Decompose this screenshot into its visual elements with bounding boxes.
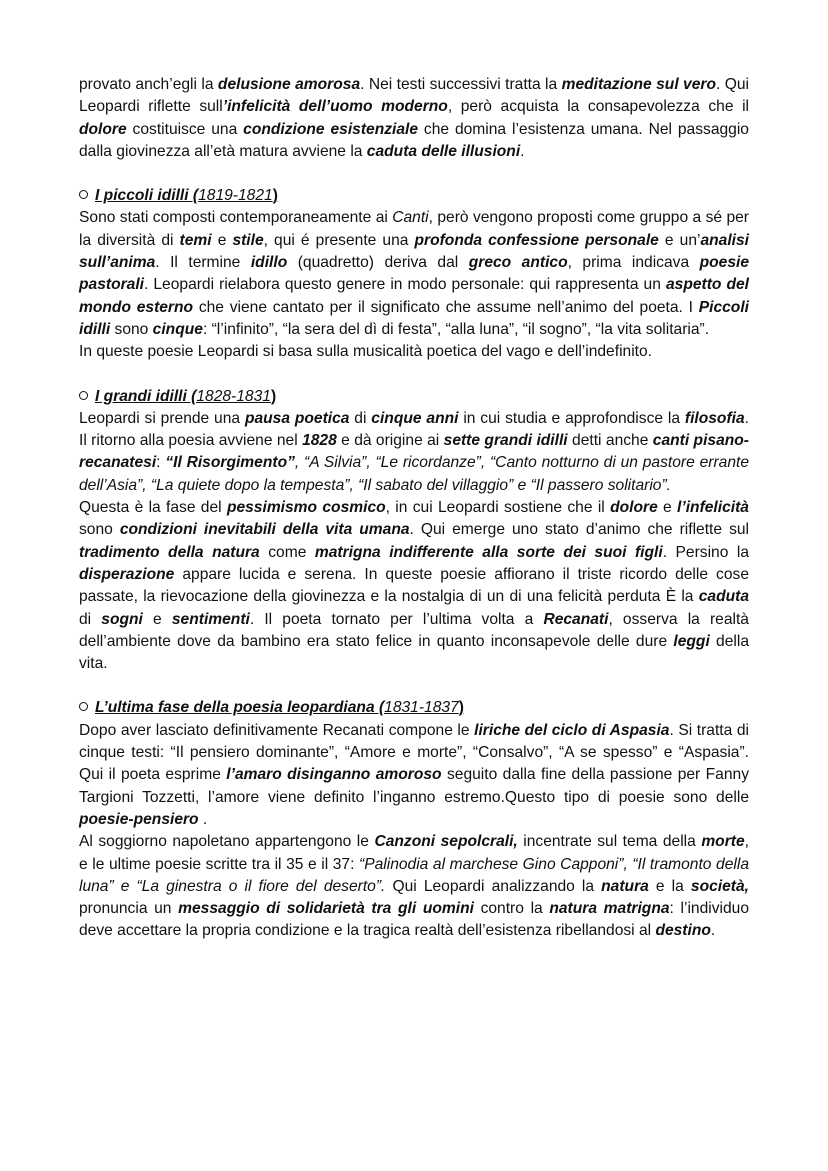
body-text: . Qui emerge uno stato d’animo che riflette sul [409, 521, 749, 539]
body-text: e [142, 610, 172, 628]
emphasis-text: ’infelicità dell’uomo moderno [222, 98, 448, 116]
body-text: . Persino la [662, 543, 750, 561]
body-text: : “l’infinito”, “la sera del dì di festa”, “alla luna”, “il sogno”, “la vita solitaria”. [202, 320, 710, 338]
emphasis-text: destino [655, 922, 711, 940]
body-text: Dopo aver lasciato definitivamente Recanati compone le [79, 721, 475, 739]
italic-text: “Palinodia al marchese Gino Capponi”, “Il tramonto della luna” e “La ginestra o il fiore del deserto”. [79, 855, 749, 895]
emphasis-text: cinque anni [371, 409, 459, 427]
bullet-icon [79, 391, 88, 400]
section-heading-piccoli-idilli: I piccoli idilli (1819-1821) [79, 185, 749, 207]
body-text: e un’ [658, 231, 701, 249]
emphasis-text: dolore [79, 120, 127, 138]
emphasis-text: pausa poetica [244, 409, 350, 427]
body-text: : l’individuo deve accettare la propria condizione e la tragica realtà dell’esistenza ribellandosi al [79, 900, 749, 940]
body-text: . Nei testi successivi tratta la [360, 76, 562, 93]
body-text: di [79, 610, 102, 628]
body-text: e [657, 499, 678, 517]
emphasis-text: messaggio di solidarietà tra gli uomini [178, 900, 474, 918]
emphasis-text: temi [179, 231, 212, 249]
emphasis-text: condizioni inevitabili della vita umana [119, 521, 410, 539]
body-text: Al soggiorno napoletano appartengono le [79, 833, 375, 851]
body-text: contro la [473, 900, 550, 918]
body-text: , e le ultime poesie scritte tra il 35 e il 37: [79, 833, 749, 873]
section-title: L’ultima fase della poesia leopardiana ( [95, 699, 385, 717]
body-text: . Il ritorno alla poesia avviene nel [79, 409, 749, 450]
section-title: I grandi idilli ( [95, 387, 197, 405]
body-text: che viene cantato per il significato che assume nell’animo del poeta. I [193, 298, 699, 316]
body-text: che domina l’esistenza umana. Nel passaggio dalla giovinezza all’età matura avviene la [79, 120, 749, 160]
body-text: . Il poeta tornato per l’ultima volta a [249, 610, 544, 628]
emphasis-text: sogni [101, 610, 143, 628]
intro-paragraph [79, 74, 749, 163]
body-text: . Qui Leopardi riflette sull [79, 76, 750, 116]
section-years: 1819-1821 [198, 187, 273, 205]
emphasis-text: Recanati [543, 610, 609, 628]
body-text: sono [110, 320, 153, 338]
body-text: di [349, 409, 372, 427]
emphasis-text: poesie-pensiero [79, 810, 199, 828]
body-paragraph [79, 497, 749, 675]
body-text: (quadretto) deriva dal [287, 254, 469, 272]
emphasis-text: 1828 [302, 432, 337, 450]
body-text: della vita. [79, 632, 750, 673]
emphasis-text: natura [601, 877, 649, 895]
emphasis-text: delusione amorosa [217, 76, 361, 93]
body-text: Leopardi si prende una [79, 409, 245, 427]
body-text: appare lucida e serena. In queste poesie affiorano il triste ricordo delle cose passate, la rievocazione della giovinezza e la nostalgia di un di una felicità perduta È la [79, 565, 749, 606]
body-text: costituisce una [126, 120, 244, 138]
emphasis-text: società, [690, 877, 749, 895]
italic-text: Canti [392, 209, 429, 227]
emphasis-text: aspetto del mondo esterno [79, 276, 750, 316]
body-text: . Leopardi rielabora questo genere in modo personale: qui rappresenta un [144, 276, 666, 294]
emphasis-text: sette grandi idilli [443, 432, 568, 450]
body-text: , in cui Leopardi sostiene che il [385, 499, 611, 517]
body-text: pronuncia un [79, 900, 179, 918]
body-paragraph [79, 720, 749, 831]
body-text: in cui studia e approfondisce la [458, 409, 685, 427]
emphasis-text: liriche del ciclo di Aspasia [474, 721, 670, 739]
body-text: incentrate sul tema della [517, 833, 702, 851]
body-text: , però vengono proposti come gruppo a sé per la diversità di [79, 209, 749, 249]
body-text: detti anche [567, 432, 653, 450]
body-text: Questa è la fase del [79, 499, 227, 517]
emphasis-text: l’infelicità [677, 499, 749, 517]
body-text: , prima indicava [567, 254, 700, 272]
emphasis-text: pessimismo cosmico [226, 499, 386, 517]
body-text: . [198, 810, 208, 828]
bullet-icon [79, 702, 88, 711]
body-text: , osserva la realtà dell’ambiente dove da bambino era stato felice in quanto inconsapevole delle dure [79, 610, 749, 650]
body-text: e la [648, 877, 691, 895]
emphasis-text: analisi sull’anima [79, 231, 750, 272]
body-text: In queste poesie Leopardi si basa sulla musicalità poetica del vago e dell’indefinito. [79, 343, 653, 361]
section-years: 1831-1837 [384, 699, 459, 717]
body-text: , qui é presente una [263, 231, 415, 249]
body-text: sono [79, 521, 120, 539]
document-page [79, 74, 749, 943]
italic-text: , [294, 454, 305, 472]
emphasis-text: caduta [698, 588, 749, 606]
body-text: . Si tratta di cinque testi: “Il pensiero dominante”, “Amore e morte”, “Consalvo”, “A se spesso” e “Aspasia”. Qui il poeta esprime [79, 721, 750, 784]
emphasis-text: profonda confessione personale [414, 231, 659, 249]
body-paragraph [79, 207, 749, 341]
emphasis-text: caduta delle illusioni [366, 142, 521, 160]
bullet-icon [79, 190, 88, 199]
emphasis-text: morte [701, 833, 745, 851]
body-text: e dà origine ai [336, 432, 444, 450]
body-text: come [259, 543, 315, 561]
emphasis-text: l’amaro disinganno amoroso [226, 766, 442, 784]
emphasis-text: cinque [152, 320, 203, 338]
emphasis-text: sentimenti [171, 610, 250, 628]
body-paragraph [79, 408, 749, 497]
emphasis-text: Piccoli idilli [79, 298, 749, 338]
body-text: e [211, 231, 233, 249]
italic-text: “A Silvia”, “Le ricordanze”, “Canto notturno di un pastore errante dell’Asia”, “La quiete dopo la tempesta”, “Il sabato del villaggio” e “Il passero solitario”. [79, 454, 749, 494]
body-text: , però acquista la consapevolezza che il [447, 98, 749, 116]
body-text: Sono stati composti contemporaneamente ai [79, 209, 393, 227]
body-text: Qui Leopardi analizzando la [385, 877, 602, 895]
body-paragraph [79, 831, 749, 942]
emphasis-text: tradimento della natura [79, 543, 260, 561]
emphasis-text: idillo [250, 254, 288, 272]
section-title: I piccoli idilli ( [95, 187, 199, 205]
emphasis-text: condizione esistenziale [243, 120, 419, 138]
emphasis-text: canti pisano-recanatesi [79, 432, 749, 472]
emphasis-text: dolore [610, 499, 658, 517]
emphasis-text: poesie pastorali [79, 254, 750, 294]
emphasis-text: Canzoni sepolcrali, [374, 833, 518, 851]
section-heading-grandi-idilli: I grandi idilli (1828-1831) [79, 386, 749, 408]
section-heading-ultima-fase: L’ultima fase della poesia leopardiana (1831-1837) [79, 697, 749, 719]
emphasis-text: disperazione [79, 565, 175, 583]
body-text: . [710, 922, 716, 940]
body-text: provato anch’egli la [79, 76, 218, 93]
body-text: seguito dalla fine della passione per Fanny Targioni Tozzetti, l’amore viene definito l’inganno estremo.Questo tipo di poesie sono delle [79, 766, 749, 806]
emphasis-text: “Il Risorgimento” [165, 454, 295, 472]
emphasis-text: greco antico [468, 254, 568, 272]
emphasis-text: filosofia [684, 409, 745, 427]
emphasis-text: leggi [673, 632, 710, 650]
emphasis-text: stile [232, 231, 264, 249]
emphasis-text: natura matrigna [549, 900, 670, 918]
section-years: 1828-1831 [196, 387, 271, 405]
body-text: . [520, 142, 525, 160]
body-paragraph [79, 341, 749, 363]
body-text: : [156, 454, 166, 472]
emphasis-text: meditazione sul vero [561, 76, 716, 93]
body-text: . Il termine [155, 254, 251, 272]
emphasis-text: matrigna indifferente alla sorte dei suoi figli [314, 543, 663, 561]
